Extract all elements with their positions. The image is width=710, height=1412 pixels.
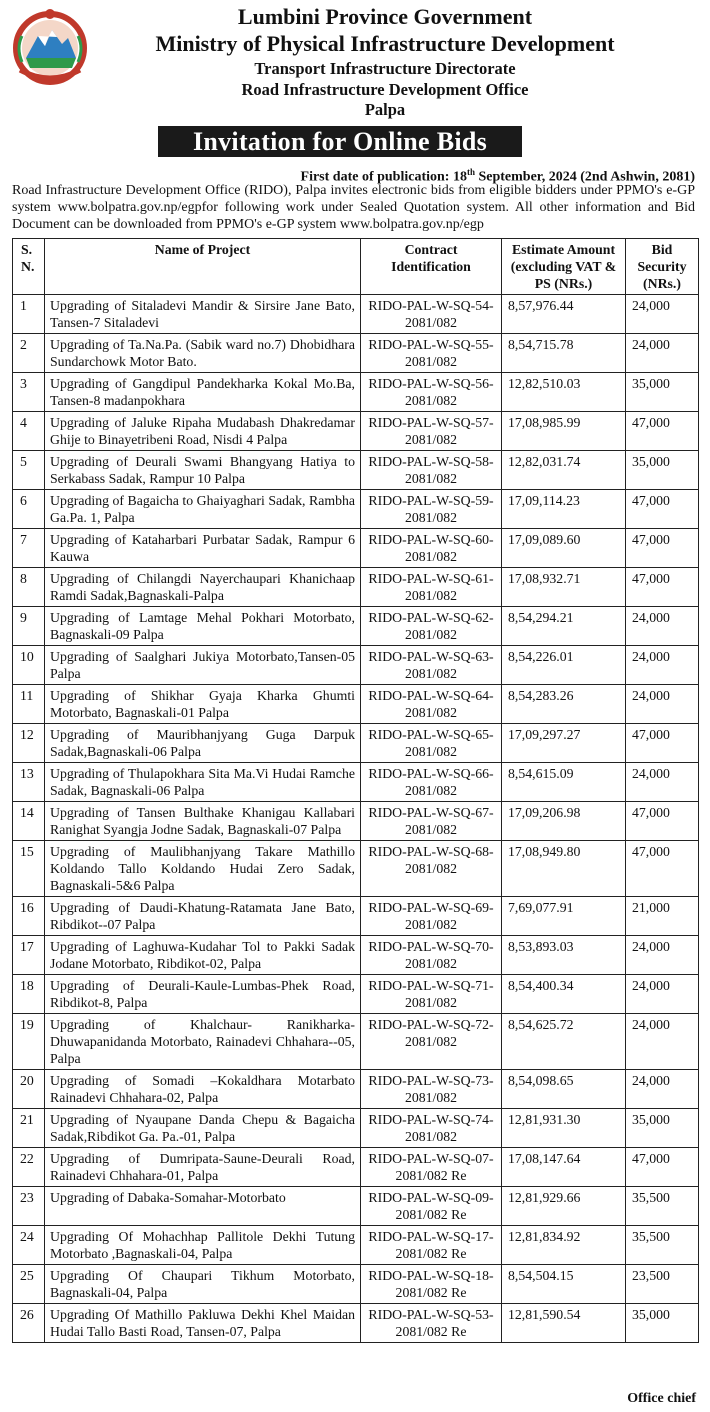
- cell-bid-security: 47,000: [626, 529, 699, 568]
- cell-bid-security: 47,000: [626, 802, 699, 841]
- cell-contract-id: RIDO-PAL-W-SQ-68-2081/082: [361, 841, 502, 897]
- col-bid-security: Bid Security (NRs.): [626, 239, 699, 295]
- ministry-title: Ministry of Physical Infrastructure Development: [155, 31, 615, 56]
- cell-bid-security: 47,000: [626, 1148, 699, 1187]
- cell-project-name: Upgrading of Shikhar Gyaja Kharka Ghumti Motorbato, Bagnaskali-01 Palpa: [45, 685, 361, 724]
- table-row: [13, 568, 699, 607]
- cell-bid-security: 24,000: [626, 334, 699, 373]
- cell-bid-security: 24,000: [626, 1014, 699, 1070]
- cell-sn: 26: [13, 1304, 45, 1343]
- cell-bid-security: 35,000: [626, 1304, 699, 1343]
- cell-contract-id: RIDO-PAL-W-SQ-72-2081/082: [361, 1014, 502, 1070]
- cell-contract-id: RIDO-PAL-W-SQ-73-2081/082: [361, 1070, 502, 1109]
- cell-estimate: 8,54,226.01: [502, 646, 626, 685]
- cell-sn: 15: [13, 841, 45, 897]
- cell-bid-security: 47,000: [626, 490, 699, 529]
- cell-bid-security: 21,000: [626, 897, 699, 936]
- table-row: [13, 724, 699, 763]
- cell-estimate: 8,54,283.26: [502, 685, 626, 724]
- cell-contract-id: RIDO-PAL-W-SQ-17-2081/082 Re: [361, 1226, 502, 1265]
- cell-project-name: Upgrading of Bagaicha to Ghaiyaghari Sadak, Rambha Ga.Pa. 1, Palpa: [45, 490, 361, 529]
- cell-project-name: Upgrading Of Mathillo Pakluwa Dekhi Khel Maidan Hudai Tallo Basti Road, Tansen-07, Palpa: [45, 1304, 361, 1343]
- signature-office-chief: Office chief: [627, 1391, 696, 1406]
- cell-bid-security: 35,000: [626, 373, 699, 412]
- cell-bid-security: 24,000: [626, 607, 699, 646]
- cell-sn: 25: [13, 1265, 45, 1304]
- cell-sn: 11: [13, 685, 45, 724]
- cell-sn: 7: [13, 529, 45, 568]
- cell-sn: 16: [13, 897, 45, 936]
- table-row: [13, 802, 699, 841]
- nepal-emblem-icon: [12, 6, 88, 88]
- cell-project-name: Upgrading of Sitaladevi Mandir & Sirsire Jane Bato, Tansen-7 Sitaladevi: [45, 295, 361, 334]
- table-row: [13, 451, 699, 490]
- table-row: [13, 1148, 699, 1187]
- cell-sn: 23: [13, 1187, 45, 1226]
- cell-sn: 13: [13, 763, 45, 802]
- cell-project-name: Upgrading of Thulapokhara Sita Ma.Vi Hudai Ramche Sadak, Bagnaskali-06 Palpa: [45, 763, 361, 802]
- cell-sn: 12: [13, 724, 45, 763]
- cell-sn: 21: [13, 1109, 45, 1148]
- cell-sn: 5: [13, 451, 45, 490]
- cell-project-name: Upgrading of Ta.Na.Pa. (Sabik ward no.7) Dhobidhara Sundarchowk Motor Bato.: [45, 334, 361, 373]
- office-title: Road Infrastructure Development Office: [241, 80, 529, 99]
- cell-estimate: 7,69,077.91: [502, 897, 626, 936]
- table-row: [13, 295, 699, 334]
- col-sn: S. N.: [13, 239, 45, 295]
- cell-contract-id: RIDO-PAL-W-SQ-57-2081/082: [361, 412, 502, 451]
- cell-estimate: 8,57,976.44: [502, 295, 626, 334]
- cell-project-name: Upgrading of Kataharbari Purbatar Sadak, Rampur 6 Kauwa: [45, 529, 361, 568]
- cell-estimate: 12,81,834.92: [502, 1226, 626, 1265]
- cell-bid-security: 24,000: [626, 685, 699, 724]
- cell-sn: 14: [13, 802, 45, 841]
- cell-contract-id: RIDO-PAL-W-SQ-58-2081/082: [361, 451, 502, 490]
- table-row: [13, 841, 699, 897]
- cell-bid-security: 35,000: [626, 1109, 699, 1148]
- cell-estimate: 17,09,114.23: [502, 490, 626, 529]
- cell-contract-id: RIDO-PAL-W-SQ-07-2081/082 Re: [361, 1148, 502, 1187]
- cell-contract-id: RIDO-PAL-W-SQ-62-2081/082: [361, 607, 502, 646]
- table-row: [13, 334, 699, 373]
- cell-contract-id: RIDO-PAL-W-SQ-69-2081/082: [361, 897, 502, 936]
- cell-contract-id: RIDO-PAL-W-SQ-65-2081/082: [361, 724, 502, 763]
- cell-estimate: 12,81,590.54: [502, 1304, 626, 1343]
- cell-estimate: 8,54,400.34: [502, 975, 626, 1014]
- cell-sn: 6: [13, 490, 45, 529]
- cell-contract-id: RIDO-PAL-W-SQ-59-2081/082: [361, 490, 502, 529]
- table-row: [13, 373, 699, 412]
- province-title: Lumbini Province Government: [237, 4, 533, 29]
- cell-project-name: Upgrading of Daudi-Khatung-Ratamata Jane Bato, Ribdikot--07 Palpa: [45, 897, 361, 936]
- intro-paragraph: Road Infrastructure Development Office (RIDO), Palpa invites electronic bids from eligible bidders under PPMO's e-GP system www.bolpatra.gov.np/egpfor following work under Sealed Quotation system. All other information and Bid Document can be downloaded from PPMO's e-GP system www.bolpatra.gov.np/egp: [12, 183, 695, 232]
- cell-project-name: Upgrading of Deurali-Kaule-Lumbas-Phek Road, Ribdikot-8, Palpa: [45, 975, 361, 1014]
- table-row: [13, 607, 699, 646]
- cell-project-name: Upgrading of Nyaupane Danda Chepu & Bagaicha Sadak,Ribdikot Ga. Pa.-01, Palpa: [45, 1109, 361, 1148]
- cell-bid-security: 24,000: [626, 763, 699, 802]
- cell-bid-security: 35,000: [626, 451, 699, 490]
- table-header-row: [13, 239, 699, 295]
- table-row: [13, 412, 699, 451]
- cell-estimate: 12,82,510.03: [502, 373, 626, 412]
- col-estimate: Estimate Amount (excluding VAT & PS (NRs.): [502, 239, 626, 295]
- table-row: [13, 897, 699, 936]
- cell-bid-security: 35,500: [626, 1226, 699, 1265]
- notice-banner: Invitation for Online Bids: [158, 126, 522, 157]
- directorate-title: Transport Infrastructure Directorate: [254, 59, 516, 78]
- cell-estimate: 8,54,625.72: [502, 1014, 626, 1070]
- cell-project-name: Upgrading Of Chaupari Tikhum Motorbato, Bagnaskali-04, Palpa: [45, 1265, 361, 1304]
- cell-estimate: 8,54,294.21: [502, 607, 626, 646]
- cell-project-name: Upgrading of Tansen Bulthake Khanigau Kallabari Ranighat Syangja Jodne Sadak, Bagnaskali-07 Palpa: [45, 802, 361, 841]
- cell-contract-id: RIDO-PAL-W-SQ-53-2081/082 Re: [361, 1304, 502, 1343]
- cell-estimate: 17,08,932.71: [502, 568, 626, 607]
- cell-contract-id: RIDO-PAL-W-SQ-66-2081/082: [361, 763, 502, 802]
- cell-project-name: Upgrading of Mauribhanjyang Guga Darpuk Sadak,Bagnaskali-06 Palpa: [45, 724, 361, 763]
- cell-bid-security: 23,500: [626, 1265, 699, 1304]
- table-row: [13, 1226, 699, 1265]
- cell-contract-id: RIDO-PAL-W-SQ-18-2081/082 Re: [361, 1265, 502, 1304]
- cell-bid-security: 24,000: [626, 936, 699, 975]
- cell-project-name: Upgrading of Saalghari Jukiya Motorbato,Tansen-05 Palpa: [45, 646, 361, 685]
- cell-estimate: 8,54,615.09: [502, 763, 626, 802]
- cell-sn: 3: [13, 373, 45, 412]
- cell-project-name: Upgrading of Laghuwa-Kudahar Tol to Pakki Sadak Jodane Motorbato, Ribdikot-02, Palpa: [45, 936, 361, 975]
- cell-project-name: Upgrading of Dabaka-Somahar-Motorbato: [45, 1187, 361, 1226]
- table-row: [13, 685, 699, 724]
- cell-bid-security: 24,000: [626, 646, 699, 685]
- table-row: [13, 646, 699, 685]
- cell-contract-id: RIDO-PAL-W-SQ-56-2081/082: [361, 373, 502, 412]
- cell-sn: 9: [13, 607, 45, 646]
- col-contract-id: Contract Identification: [361, 239, 502, 295]
- cell-contract-id: RIDO-PAL-W-SQ-70-2081/082: [361, 936, 502, 975]
- cell-project-name: Upgrading of Dumripata-Saune-Deurali Road, Rainadevi Chhahara-01, Palpa: [45, 1148, 361, 1187]
- table-row: [13, 936, 699, 975]
- cell-bid-security: 24,000: [626, 975, 699, 1014]
- cell-estimate: 8,54,098.65: [502, 1070, 626, 1109]
- cell-estimate: 12,82,031.74: [502, 451, 626, 490]
- cell-estimate: 17,09,089.60: [502, 529, 626, 568]
- bids-table: [12, 238, 699, 1343]
- cell-sn: 10: [13, 646, 45, 685]
- cell-bid-security: 35,500: [626, 1187, 699, 1226]
- cell-sn: 17: [13, 936, 45, 975]
- table-row: [13, 529, 699, 568]
- cell-contract-id: RIDO-PAL-W-SQ-54-2081/082: [361, 295, 502, 334]
- cell-sn: 18: [13, 975, 45, 1014]
- table-row: [13, 975, 699, 1014]
- cell-sn: 2: [13, 334, 45, 373]
- cell-bid-security: 24,000: [626, 295, 699, 334]
- cell-contract-id: RIDO-PAL-W-SQ-67-2081/082: [361, 802, 502, 841]
- cell-contract-id: RIDO-PAL-W-SQ-61-2081/082: [361, 568, 502, 607]
- cell-bid-security: 24,000: [626, 1070, 699, 1109]
- cell-contract-id: RIDO-PAL-W-SQ-60-2081/082: [361, 529, 502, 568]
- cell-sn: 8: [13, 568, 45, 607]
- cell-estimate: 8,53,893.03: [502, 936, 626, 975]
- cell-estimate: 12,81,931.30: [502, 1109, 626, 1148]
- publication-date: First date of publication: 18th September, 2024 (2nd Ashwin, 2081): [300, 167, 695, 185]
- table-row: [13, 490, 699, 529]
- cell-project-name: Upgrading of Chilangdi Nayerchaupari Khanichaap Ramdi Sadak,Bagnaskali-Palpa: [45, 568, 361, 607]
- cell-sn: 1: [13, 295, 45, 334]
- cell-project-name: Upgrading of Khalchaur- Ranikharka-Dhuwapanidanda Motorbato, Rainadevi Chhahara--05, Palpa: [45, 1014, 361, 1070]
- cell-project-name: Upgrading of Gangdipul Pandekharka Kokal Mo.Ba, Tansen-8 madanpokhara: [45, 373, 361, 412]
- table-row: [13, 1265, 699, 1304]
- cell-estimate: 17,09,297.27: [502, 724, 626, 763]
- cell-estimate: 17,08,985.99: [502, 412, 626, 451]
- cell-sn: 24: [13, 1226, 45, 1265]
- cell-estimate: 12,81,929.66: [502, 1187, 626, 1226]
- cell-estimate: 8,54,715.78: [502, 334, 626, 373]
- cell-project-name: Upgrading of Jaluke Ripaha Mudabash Dhakredamar Ghije to Binayetribeni Road, Nisdi 4 Palpa: [45, 412, 361, 451]
- cell-sn: 19: [13, 1014, 45, 1070]
- cell-estimate: 17,08,147.64: [502, 1148, 626, 1187]
- cell-contract-id: RIDO-PAL-W-SQ-64-2081/082: [361, 685, 502, 724]
- table-row: [13, 1070, 699, 1109]
- cell-bid-security: 47,000: [626, 568, 699, 607]
- cell-bid-security: 47,000: [626, 841, 699, 897]
- cell-contract-id: RIDO-PAL-W-SQ-71-2081/082: [361, 975, 502, 1014]
- table-row: [13, 763, 699, 802]
- cell-project-name: Upgrading Of Mohachhap Pallitole Dekhi Tutung Motorbato ,Bagnaskali-04, Palpa: [45, 1226, 361, 1265]
- header: [90, 4, 680, 120]
- cell-contract-id: RIDO-PAL-W-SQ-74-2081/082: [361, 1109, 502, 1148]
- cell-contract-id: RIDO-PAL-W-SQ-63-2081/082: [361, 646, 502, 685]
- cell-sn: 4: [13, 412, 45, 451]
- district-title: Palpa: [364, 100, 406, 119]
- col-name: Name of Project: [45, 239, 361, 295]
- cell-project-name: Upgrading of Lamtage Mehal Pokhari Motorbato, Bagnaskali-09 Palpa: [45, 607, 361, 646]
- cell-sn: 22: [13, 1148, 45, 1187]
- cell-estimate: 17,08,949.80: [502, 841, 626, 897]
- cell-bid-security: 47,000: [626, 412, 699, 451]
- table-row: [13, 1109, 699, 1148]
- cell-estimate: 8,54,504.15: [502, 1265, 626, 1304]
- cell-bid-security: 47,000: [626, 724, 699, 763]
- table-row: [13, 1304, 699, 1343]
- cell-project-name: Upgrading of Deurali Swami Bhangyang Hatiya to Serkabass Sadak, Rampur 10 Palpa: [45, 451, 361, 490]
- table-row: [13, 1014, 699, 1070]
- cell-estimate: 17,09,206.98: [502, 802, 626, 841]
- cell-sn: 20: [13, 1070, 45, 1109]
- table-row: [13, 1187, 699, 1226]
- cell-contract-id: RIDO-PAL-W-SQ-55-2081/082: [361, 334, 502, 373]
- cell-contract-id: RIDO-PAL-W-SQ-09-2081/082 Re: [361, 1187, 502, 1226]
- cell-project-name: Upgrading of Maulibhanjyang Takare Mathillo Koldando Tallo Koldando Hudai Zero Sadak, Bagnaskali-5&6 Palpa: [45, 841, 361, 897]
- cell-project-name: Upgrading of Somadi –Kokaldhara Motarbato Rainadevi Chhahara-02, Palpa: [45, 1070, 361, 1109]
